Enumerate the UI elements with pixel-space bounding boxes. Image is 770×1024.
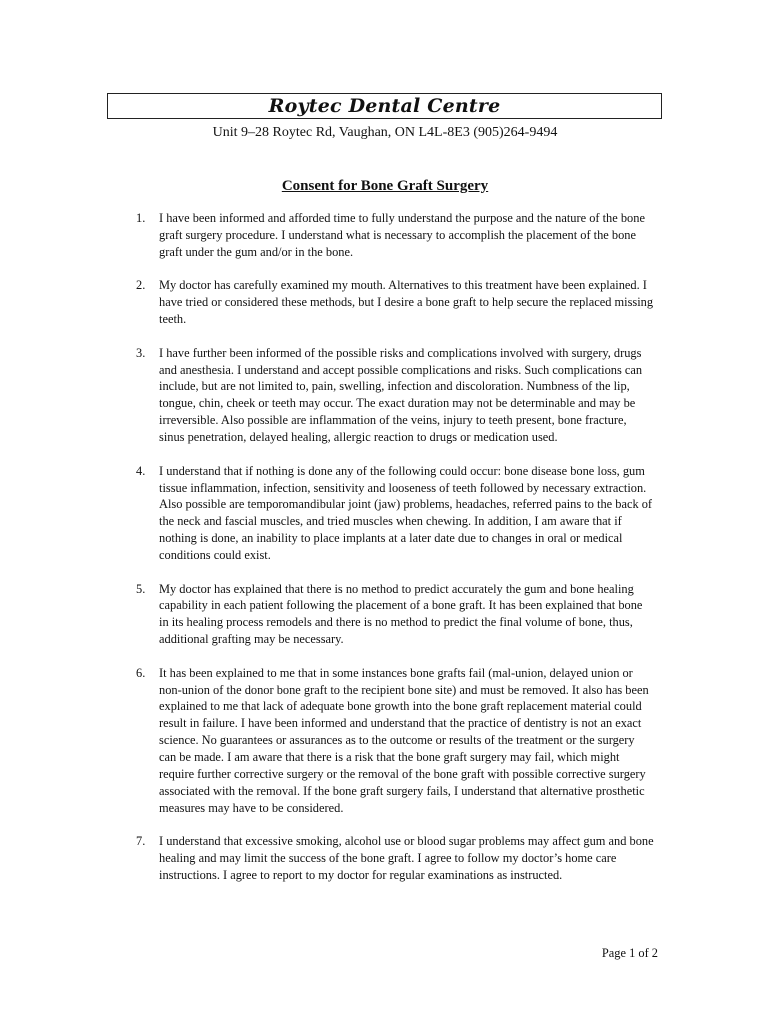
clause-text: My doctor has carefully examined my mouth. Alternatives to this treatment have been explained. I have tried or considered these methods, but I desire a bone graft to help secure the replaced missing teeth. — [159, 278, 654, 327]
consent-clause-3 — [0, 345, 654, 446]
consent-clause-1 — [0, 210, 654, 261]
consent-clause-6 — [0, 665, 654, 817]
page-number: Page 1 of 2 — [601, 946, 658, 960]
consent-clause-7 — [0, 833, 654, 884]
document-title: Consent for Bone Graft Surgery — [281, 178, 489, 194]
clause-number: 1. — [136, 211, 146, 225]
consent-clauses-list — [0, 210, 770, 901]
clinic-name-box — [107, 93, 662, 119]
clause-text: I have been informed and afforded time to fully understand the purpose and the nature of the bone graft surgery procedure. I understand what is necessary to accomplish the placement of the bone graft under the gum and/or in the bone. — [159, 211, 645, 259]
consent-clause-4 — [0, 463, 654, 564]
clause-text: My doctor has explained that there is no method to predict accurately the gum and bone healing capability in each patient following the placement of a bone graft. It has been explained that bone in its healing process remodels and there is no method to predict the final volume of bone, thus, additional grafting may be necessary. — [159, 581, 643, 647]
clause-text: It has been explained to me that in some instances bone grafts fail (mal-union, delayed union or non-union of the donor bone graft to the recipient bone site) and must be removed. It also has been explained to me that lack of adequate bone growth into the bone graft replacement material could result in failure. I have been informed and understand that the practice of dentistry is not an exact science. No guarantees or assurances as to the outcome or results of the treatment or the surgery can be made. I am aware that there is a risk that the bone graft surgery may fail, which might require further corrective surgery or the removal of the bone graft with possible corrective surgery associated with the removal. If the bone graft surgery fails, I understand that alternative prosthetic measures may have to be considered. — [159, 665, 649, 815]
clause-number: 6. — [136, 665, 146, 680]
clause-number: 7. — [136, 834, 146, 849]
clinic-name: Roytec Dental Centre — [268, 95, 501, 117]
clause-text: I have further been informed of the possible risks and complications involved with surgery, drugs and anesthesia. I understand and accept possible complications and risks. Such complications can include, but are not limited to, pain, swelling, infection and discoloration. Numbness of the lip, tongue, chin, cheek or teeth may occur. The exact duration may not be determinable and may be irreversible. Also possible are inflammation of the veins, injury to teeth present, bone fracture, sinus penetration, delayed healing, allergic reaction to drugs or medication used. — [159, 345, 643, 444]
consent-clause-2 — [0, 277, 654, 328]
clause-number: 2. — [136, 278, 146, 293]
clause-number: 4. — [136, 463, 146, 478]
clause-number: 5. — [136, 581, 146, 596]
clause-number: 3. — [136, 345, 146, 360]
clause-text: I understand that excessive smoking, alcohol use or blood sugar problems may affect gum and bone healing and may limit the success of the bone graft. I agree to follow my doctor’s home care instructions. I agree to report to my doctor for regular examinations as instructed. — [159, 834, 654, 882]
clause-text: I understand that if nothing is done any of the following could occur: bone disease bone loss, gum tissue inflammation, infection, sensitivity and looseness of teeth followed by necessary extraction. Also possible are temporomandibular joint (jaw) problems, headaches, referred pains to the back of the neck and fascial muscles, and tried muscles when chewing. In addition, I am aware that if nothing is done, an inability to place implants at a later date due to changes in oral or medical conditions could exist. — [159, 463, 653, 562]
consent-clause-5 — [0, 581, 654, 648]
clinic-address: Unit 9–28 Roytec Rd, Vaughan, ON L4L-8E3 (905)264-9494 — [212, 125, 558, 140]
